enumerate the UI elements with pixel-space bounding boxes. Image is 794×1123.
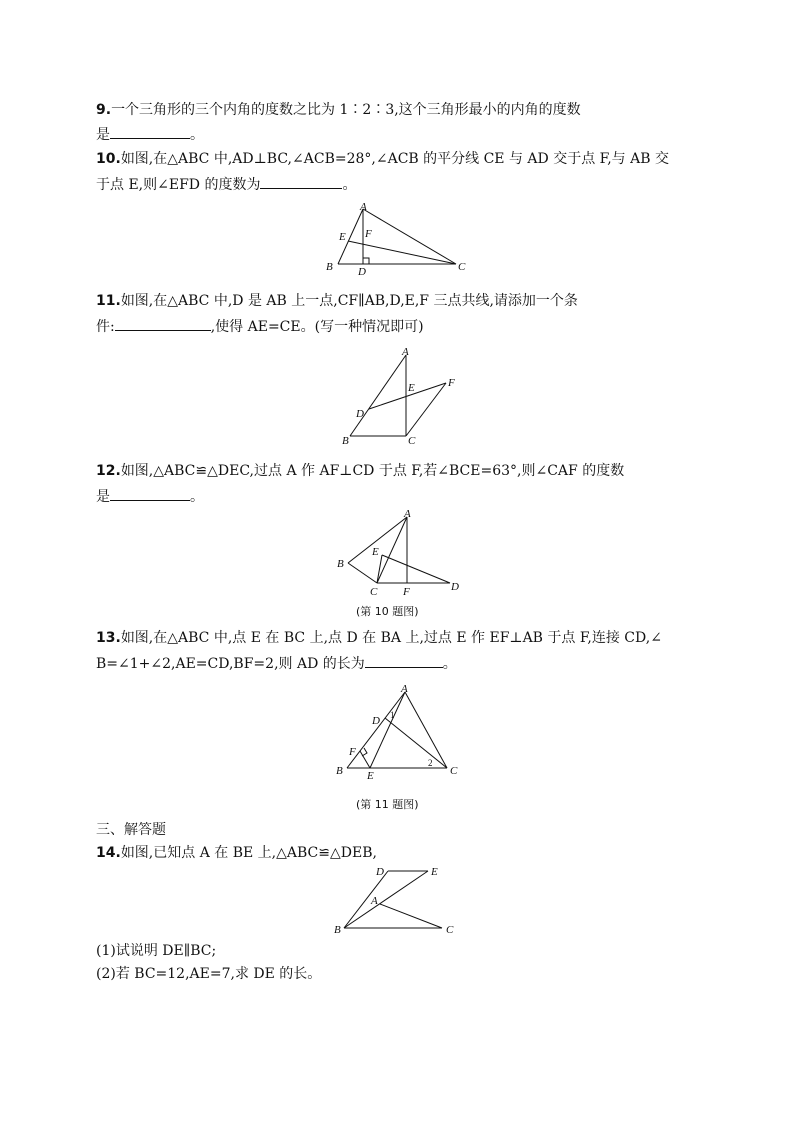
q10-label-a: A bbox=[360, 201, 367, 213]
q11-label-a: A bbox=[402, 346, 409, 358]
q10-line2-post: 。 bbox=[342, 177, 357, 193]
q14-part2: (2)若 BC=12,AE=7,求 DE 的长。 bbox=[96, 966, 322, 982]
q14-label-d: D bbox=[376, 866, 384, 878]
q13-label-b: B bbox=[336, 765, 343, 777]
q11-line2-post: ,使得 AE=CE。(写一种情况即可) bbox=[210, 319, 424, 335]
q10-label-b: B bbox=[326, 261, 333, 273]
q12-caption: (第 10 题图) bbox=[356, 605, 419, 618]
q10-label-e: E bbox=[339, 231, 346, 243]
q14-label-c: C bbox=[446, 924, 454, 936]
q13-label-f: F bbox=[349, 746, 356, 758]
q11-label-c: C bbox=[408, 435, 416, 447]
q10-line1 bbox=[96, 148, 669, 170]
q12-text: 如图,△ABC≌△DEC,过点 A 作 AF⊥CD 于点 F,若∠BCE=63°,则∠CAF 的度数 bbox=[120, 463, 625, 479]
q13-line2-pre: B=∠1+∠2,AE=CD,BF=2,则 AD 的长为 bbox=[96, 656, 365, 672]
q11-line1 bbox=[96, 290, 578, 312]
q11-answer-blank[interactable] bbox=[115, 315, 211, 331]
q10-figure bbox=[320, 200, 470, 278]
q12-line2 bbox=[96, 485, 204, 508]
q11-text: 如图,在△ABC 中,D 是 AB 上一点,CF∥AB,D,E,F 三点共线,请添加一个条 bbox=[120, 293, 578, 309]
q9-line2-post: 。 bbox=[190, 127, 204, 143]
q14-label-b: B bbox=[334, 924, 341, 936]
q14-label-a: A bbox=[371, 895, 378, 907]
q13-label-d: D bbox=[372, 715, 380, 727]
q12-line2-post: 。 bbox=[190, 489, 204, 505]
q10-label-c: C bbox=[458, 261, 466, 273]
q13-figure bbox=[330, 678, 470, 783]
q10-answer-blank[interactable] bbox=[260, 173, 342, 189]
q9-text: 一个三角形的三个内角的度数之比为 1∶2∶3,这个三角形最小的内角的度数 bbox=[111, 102, 581, 118]
q9-line1 bbox=[96, 99, 581, 121]
q10-line2 bbox=[96, 173, 356, 196]
q12-answer-blank[interactable] bbox=[110, 485, 190, 501]
q13-caption: (第 11 题图) bbox=[356, 798, 419, 811]
q9-number: 9. bbox=[96, 102, 112, 118]
section-heading: 三、解答题 bbox=[96, 822, 166, 838]
q13-number: 13. bbox=[96, 630, 121, 646]
q12-line2-pre: 是 bbox=[96, 489, 110, 505]
q13-answer-blank[interactable] bbox=[365, 652, 443, 668]
q14-number: 14. bbox=[96, 845, 121, 861]
q13-label-e: E bbox=[367, 770, 374, 782]
q9-line2-pre: 是 bbox=[96, 127, 110, 143]
q11-line2-pre: 件: bbox=[96, 319, 115, 335]
q13-line2 bbox=[96, 652, 457, 675]
q12-label-c: C bbox=[370, 586, 378, 597]
q13-line1 bbox=[96, 627, 662, 649]
q13-text: 如图,在△ABC 中,点 E 在 BC 上,点 D 在 BA 上,过点 E 作 EF⊥AB 于点 F,连接 CD,∠ bbox=[120, 630, 662, 646]
q12-number: 12. bbox=[96, 463, 121, 479]
q11-figure bbox=[330, 343, 470, 451]
q10-label-f: F bbox=[365, 228, 372, 240]
q12-label-b: B bbox=[337, 558, 344, 570]
q11-line2 bbox=[96, 315, 424, 338]
q14-text: 如图,已知点 A 在 BE 上,△ABC≌△DEB, bbox=[120, 845, 377, 861]
q12-line1 bbox=[96, 460, 624, 482]
q10-text: 如图,在△ABC 中,AD⊥BC,∠ACB=28°,∠ACB 的平分线 CE 与 AD 交于点 F,与 AB 交 bbox=[120, 151, 669, 167]
q10-number: 10. bbox=[96, 151, 121, 167]
q14-figure bbox=[330, 860, 470, 940]
q14-part1: (1)试说明 DE∥BC; bbox=[96, 943, 217, 959]
q14-label-e: E bbox=[431, 866, 438, 878]
q13-angle-1: 1 bbox=[390, 710, 395, 720]
q13-angle-2: 2 bbox=[428, 758, 433, 768]
q9-line2 bbox=[96, 123, 204, 146]
q11-label-b: B bbox=[342, 435, 349, 447]
q11-label-f: F bbox=[448, 377, 455, 389]
q11-number: 11. bbox=[96, 293, 121, 309]
q12-figure bbox=[330, 505, 470, 597]
q11-label-e: E bbox=[408, 382, 415, 394]
q12-label-a: A bbox=[404, 508, 411, 520]
q10-line2-pre: 于点 E,则∠EFD 的度数为 bbox=[96, 177, 261, 193]
q12-label-d: D bbox=[451, 581, 459, 593]
q11-label-d: D bbox=[356, 408, 364, 420]
q13-label-a: A bbox=[401, 683, 408, 695]
q13-label-c: C bbox=[450, 765, 458, 777]
q12-label-e: E bbox=[372, 546, 379, 558]
q12-label-f: F bbox=[403, 586, 410, 597]
q13-line2-post: 。 bbox=[442, 656, 457, 672]
q9-answer-blank[interactable] bbox=[110, 123, 190, 139]
q10-label-d: D bbox=[358, 266, 366, 278]
